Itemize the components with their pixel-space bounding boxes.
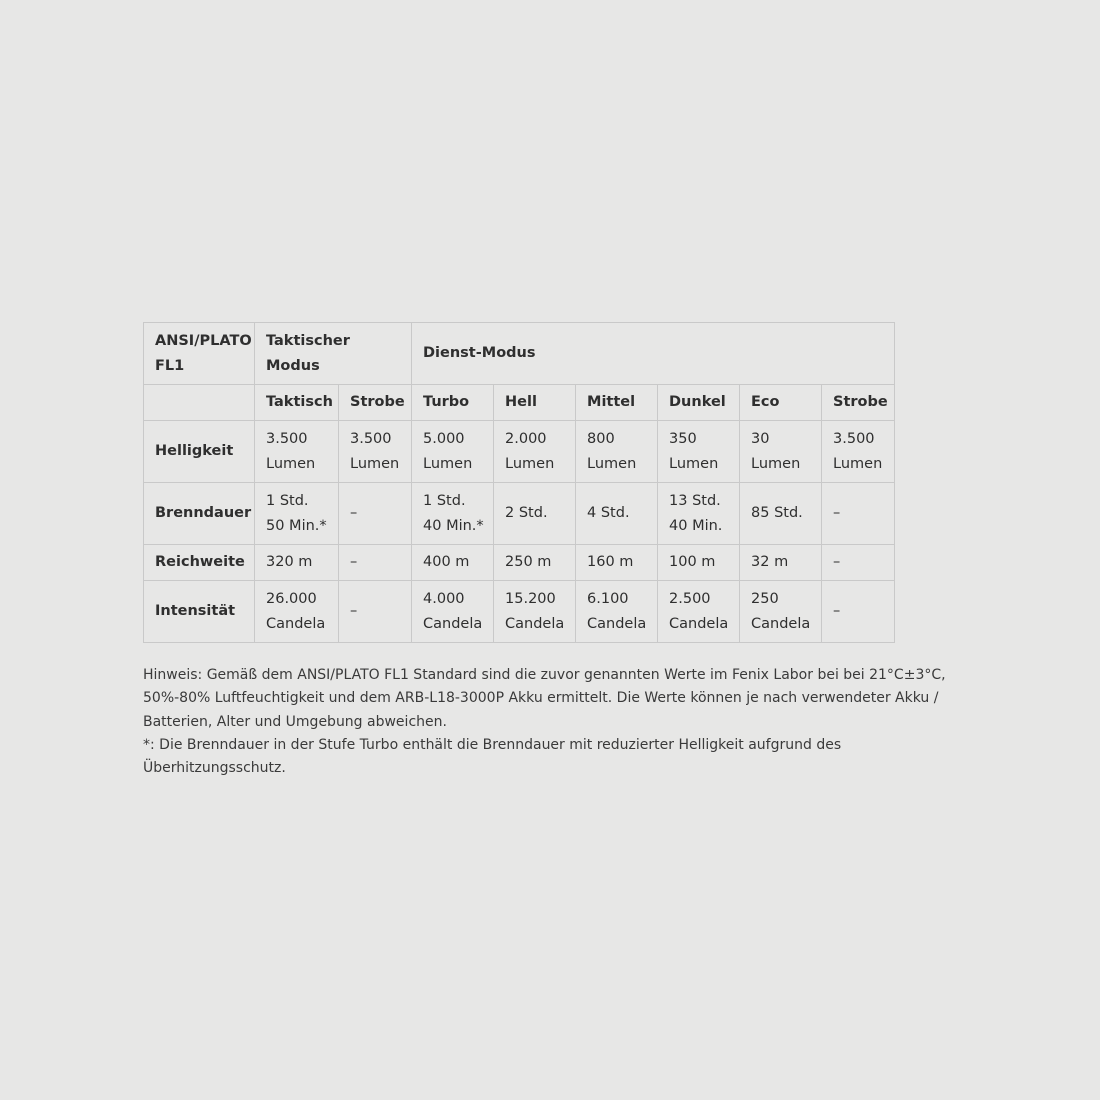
table-cell <box>658 581 740 643</box>
table-cell <box>740 483 822 545</box>
cell-line: Lumen <box>587 455 637 472</box>
cell-line: 40 Min.* <box>423 517 484 534</box>
cell-line: Lumen <box>423 455 473 472</box>
table-row <box>144 581 895 643</box>
cell-line: 13 Std. <box>669 493 721 509</box>
cell-line: 400 m <box>423 554 470 571</box>
cell-line: Candela <box>587 615 647 632</box>
table-cell <box>412 581 494 643</box>
row-label-cell: Reichweite <box>144 545 255 581</box>
cell-line: 1 Std. <box>266 493 309 509</box>
table-group-header-row <box>144 323 895 385</box>
table-cell <box>740 581 822 643</box>
cell-line: 50 Min.* <box>266 517 327 534</box>
table-cell <box>339 545 412 581</box>
cell-line: 3.500 <box>350 431 392 447</box>
spec-table-container <box>143 322 895 643</box>
cell-line: 3.500 <box>266 431 308 447</box>
cell-line: 4 Std. <box>587 505 630 522</box>
mode-header-cell: Mittel <box>576 385 658 421</box>
table-cell <box>740 545 822 581</box>
table-row <box>144 545 895 581</box>
table-cell <box>658 483 740 545</box>
cell-line: Lumen <box>266 455 316 472</box>
table-cell <box>494 545 576 581</box>
footnote-line: 50%-80% Luftfeuchtigkeit und dem ARB-L18-3000P Akku ermittelt. Die Werte können je nach verwendeter Akku / <box>143 690 939 707</box>
cell-line: – <box>350 505 358 522</box>
table-cell <box>576 421 658 483</box>
corner-header-cell <box>144 323 255 385</box>
table-cell <box>822 545 895 581</box>
table-mode-header-row <box>144 385 895 421</box>
cell-line: – <box>833 505 841 522</box>
cell-line: Candela <box>423 615 483 632</box>
cell-line: Candela <box>505 615 565 632</box>
cell-line: 26.000 <box>266 591 317 607</box>
cell-line: – <box>833 554 841 571</box>
table-cell <box>339 483 412 545</box>
cell-line: 800 <box>587 431 615 447</box>
cell-line: 85 Std. <box>751 505 803 522</box>
cell-line: 1 Std. <box>423 493 466 509</box>
cell-line: 250 <box>751 591 779 607</box>
corner-header-line: FL1 <box>155 357 185 374</box>
cell-line: 100 m <box>669 554 716 571</box>
cell-line: Lumen <box>505 455 555 472</box>
cell-line: – <box>350 603 358 620</box>
table-cell <box>494 421 576 483</box>
table-cell <box>339 581 412 643</box>
cell-line: Candela <box>266 615 326 632</box>
corner-header-line: ANSI/PLATO <box>155 333 252 349</box>
cell-line: 250 m <box>505 554 552 571</box>
cell-line: 15.200 <box>505 591 556 607</box>
cell-line: 2.500 <box>669 591 711 607</box>
table-cell <box>576 545 658 581</box>
table-cell <box>494 581 576 643</box>
cell-line: 350 <box>669 431 697 447</box>
row-label-cell: Intensität <box>144 581 255 643</box>
mode-header-cell: Eco <box>740 385 822 421</box>
table-cell <box>255 581 339 643</box>
table-cell <box>822 581 895 643</box>
cell-line: Lumen <box>350 455 400 472</box>
cell-line: 3.500 <box>833 431 875 447</box>
group-header-service: Dienst-Modus <box>412 323 895 385</box>
cell-line: – <box>833 603 841 620</box>
footnote-line: Hinweis: Gemäß dem ANSI/PLATO FL1 Standard sind die zuvor genannten Werte im Fenix Labor bei bei 21°C±3°C, <box>143 667 946 683</box>
table-cell <box>255 483 339 545</box>
cell-line: 5.000 <box>423 431 465 447</box>
mode-header-cell: Taktisch <box>255 385 339 421</box>
spec-table <box>143 322 895 643</box>
mode-header-cell: Hell <box>494 385 576 421</box>
mode-header-cell: Strobe <box>822 385 895 421</box>
cell-line: Lumen <box>669 455 719 472</box>
table-row <box>144 421 895 483</box>
table-cell <box>255 421 339 483</box>
mode-header-cell: Strobe <box>339 385 412 421</box>
cell-line: 6.100 <box>587 591 629 607</box>
table-cell <box>740 421 822 483</box>
row-label-cell: Brenndauer <box>144 483 255 545</box>
cell-line: Lumen <box>751 455 801 472</box>
footnote-line: Überhitzungsschutz. <box>143 760 286 777</box>
table-cell <box>576 581 658 643</box>
table-cell <box>822 421 895 483</box>
table-cell <box>658 545 740 581</box>
table-cell <box>658 421 740 483</box>
table-cell <box>412 421 494 483</box>
table-cell <box>412 545 494 581</box>
cell-line: 2 Std. <box>505 505 548 522</box>
table-cell <box>822 483 895 545</box>
cell-line: 160 m <box>587 554 634 571</box>
cell-line: 32 m <box>751 554 789 571</box>
cell-line: 320 m <box>266 554 313 571</box>
table-row <box>144 483 895 545</box>
table-cell <box>494 483 576 545</box>
cell-line: 40 Min. <box>669 517 723 534</box>
mode-header-cell: Dunkel <box>658 385 740 421</box>
footnote <box>143 664 973 780</box>
cell-line: 30 <box>751 431 770 447</box>
cell-line: 4.000 <box>423 591 465 607</box>
footnote-line: *: Die Brenndauer in der Stufe Turbo enthält die Brenndauer mit reduzierter Helligkeit aufgrund des <box>143 736 842 753</box>
group-header-tactical: Taktischer Modus <box>255 323 412 385</box>
table-cell <box>255 545 339 581</box>
table-cell <box>339 421 412 483</box>
table-cell <box>412 483 494 545</box>
footnote-line: Batterien, Alter und Umgebung abweichen. <box>143 713 447 730</box>
cell-line: Candela <box>751 615 811 632</box>
cell-line: – <box>350 554 358 571</box>
cell-line: 2.000 <box>505 431 547 447</box>
empty-header-cell <box>144 385 255 421</box>
cell-line: Candela <box>669 615 729 632</box>
mode-header-cell: Turbo <box>412 385 494 421</box>
table-cell <box>576 483 658 545</box>
cell-line: Lumen <box>833 455 883 472</box>
row-label-cell: Helligkeit <box>144 421 255 483</box>
